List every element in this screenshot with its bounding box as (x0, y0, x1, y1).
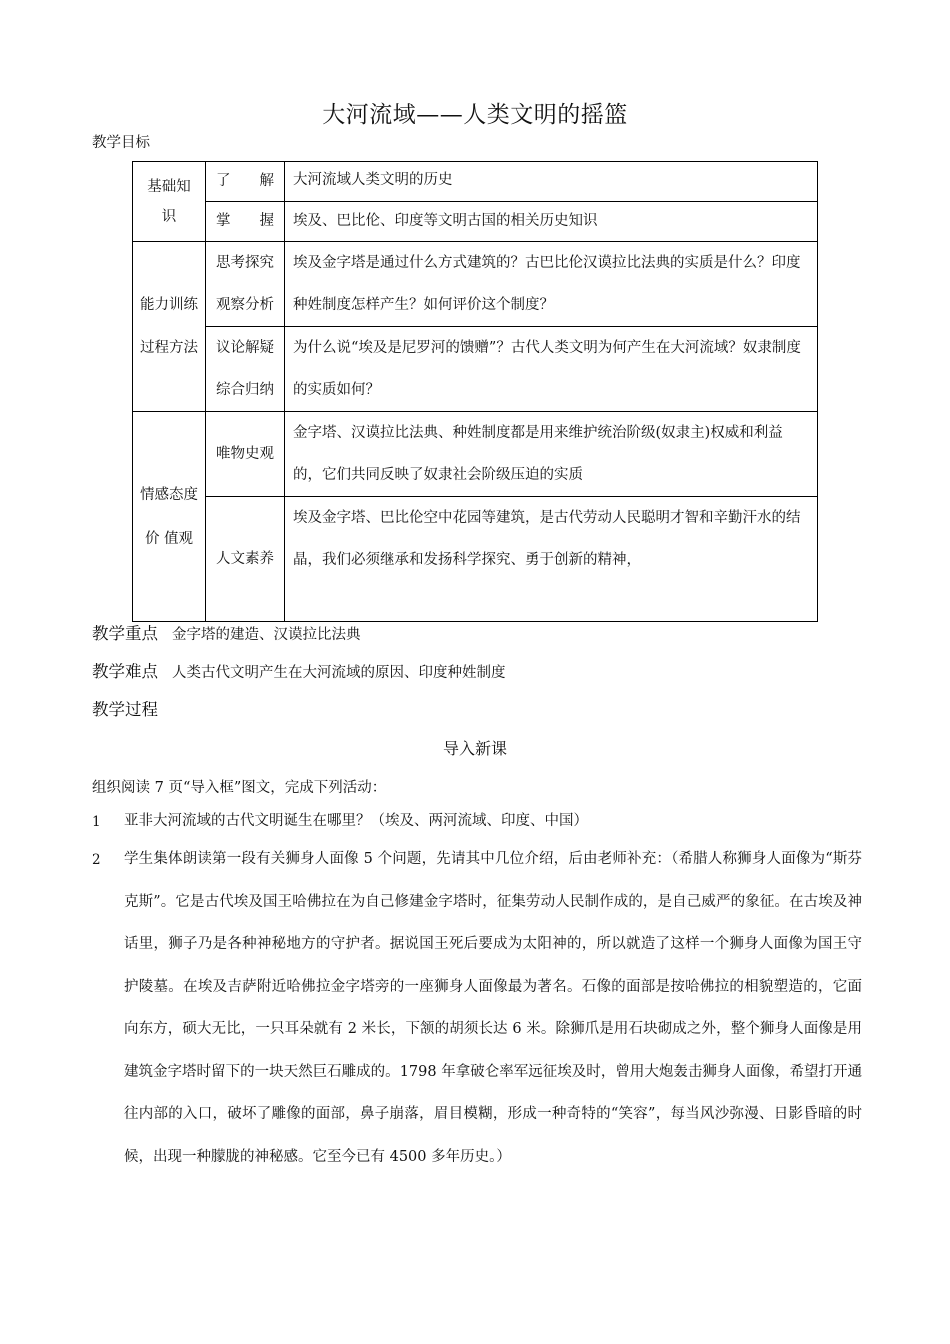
type-char: 解 (259, 173, 274, 189)
list-item: 学生集体朗读第一段有关狮身人面像 5 个问题，先请其中几位介绍，后由老师补充：（希腊人称狮身人面像为“斯芬克斯”。它是古代埃及国王哈佛拉在为自己修建金字塔时，征集劳动人民制作成的，是自己威严的象征。在古埃及神话里，狮子乃是各种神秘地方的守护者。据说国王死后要成为太阳神的，所以就造了这样一个狮身人面像为国王守护陵墓。在埃及吉萨附近哈佛拉金字塔旁的一座狮身人面像最为著名。石像的面部是按哈佛拉的相貌塑造的，它面向东方，硕大无比，一只耳朵就有 2 米长，下颔的胡须长达 6 米。除狮爪是用石块砌成之外，整个狮身人面像是用建筑金字塔时留下的一块天然巨石雕成的。1798 年拿破仑率军远征埃及时，曾用大炮轰击狮身人面像，希望打开通往内部的入口，破坏了雕像的面部，鼻子崩落，眉目模糊，形成一种奇特的“笑容”，每当风沙弥漫、日影昏暗的时候，出现一种朦胧的神秘感。它至今已有 4500 多年历史。） (124, 851, 862, 1165)
type-line: 观察分析 (216, 297, 274, 313)
list-item: 亚非大河流域的古代文明诞生在哪里？（埃及、两河流域、印度、中国） (124, 813, 588, 829)
table-row (133, 162, 818, 202)
table-row (133, 327, 818, 412)
type-cell (206, 242, 285, 327)
category-cell (133, 162, 206, 242)
table-row (133, 202, 818, 242)
process-label: 教学过程 (92, 700, 158, 719)
type-line: 议论解疑 (216, 340, 274, 356)
difficulty-value: 人类古代文明产生在大河流域的原因、印度种姓制度 (172, 665, 506, 681)
type-line: 思考探究 (216, 255, 274, 271)
content-cell: 埃及、巴比伦、印度等文明古国的相关历史知识 (285, 202, 818, 242)
type-char: 握 (259, 213, 274, 229)
key-point-value: 金字塔的建造、汉谟拉比法典 (172, 627, 361, 643)
table-row (133, 242, 818, 327)
objectives-label: 教学目标 (92, 135, 150, 151)
key-point (92, 620, 361, 644)
difficulty-label: 教学难点 (92, 662, 158, 681)
category-cell (133, 412, 206, 622)
type-cell: 唯物史观 (206, 412, 285, 497)
type-cell (206, 202, 285, 242)
content-cell: 埃及金字塔、巴比伦空中花园等建筑，是古代劳动人民聪明才智和辛勤汗水的结晶，我们必须继承和发扬科学探究、勇于创新的精神， (285, 497, 818, 622)
category-cell (133, 242, 206, 412)
key-point-label: 教学重点 (92, 624, 158, 643)
type-cell (206, 162, 285, 202)
type-char: 掌 (216, 213, 231, 229)
intro-paragraph: 组织阅读 7 页“导入框”图文，完成下列活动： (92, 780, 387, 796)
goals-table (132, 161, 818, 622)
content-cell: 金字塔、汉谟拉比法典、种姓制度都是用来维护统治阶级(奴隶主)权威和利益的，它们共同反映了奴隶社会阶级压迫的实质 (285, 412, 818, 497)
item-number: 1 (92, 814, 101, 830)
category-emotion: 情感态度价 值观 (140, 486, 198, 547)
type-line: 综合归纳 (216, 382, 274, 398)
item-number: 2 (92, 852, 101, 868)
content-cell: 埃及金字塔是通过什么方式建筑的？古巴比伦汉谟拉比法典的实质是什么？印度种姓制度怎样产生？如何评价这个制度？ (285, 242, 818, 327)
document-title: 大河流域——人类文明的摇篮 (322, 102, 628, 128)
type-char: 了 (216, 173, 231, 189)
type-cell (206, 327, 285, 412)
difficulty (92, 658, 506, 682)
content-cell: 大河流域人类文明的历史 (285, 162, 818, 202)
table-row (133, 412, 818, 497)
table-row (133, 497, 818, 622)
category-knowledge: 基础知识 (147, 178, 191, 225)
section-title: 导入新课 (442, 739, 507, 758)
category-ability: 能力训练过程方法 (140, 296, 198, 356)
content-cell: 为什么说“埃及是尼罗河的馈赠”？古代人类文明为何产生在大河流域？奴隶制度的实质如何？ (285, 327, 818, 412)
type-cell: 人文素养 (206, 497, 285, 622)
